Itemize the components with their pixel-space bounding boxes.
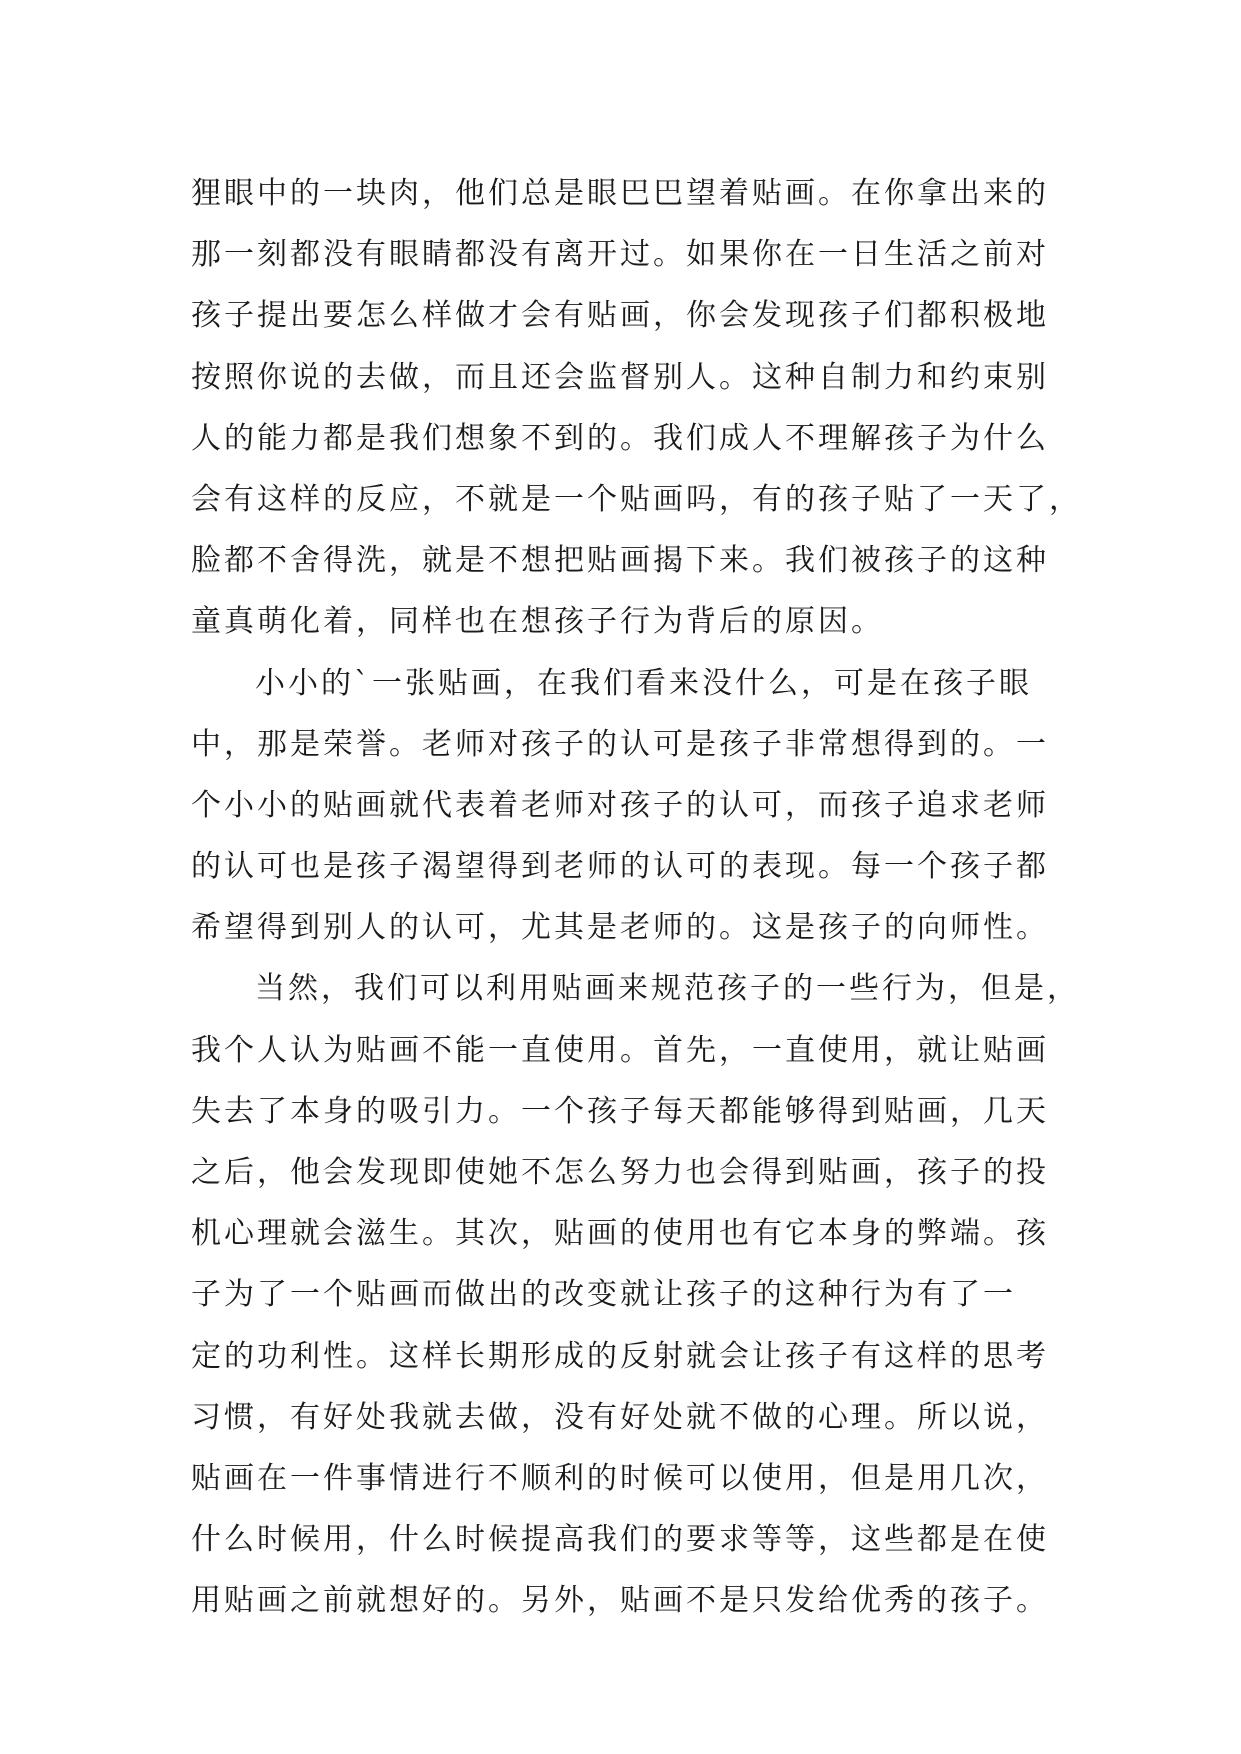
text-line: 孩子提出要怎么样做才会有贴画，你会发现孩子们都积极地	[191, 298, 1049, 334]
text-line: 用贴画之前就想好的。另外，贴画不是只发给优秀的孩子。	[191, 1583, 1049, 1619]
text-line: 子为了一个贴画而做出的改变就让孩子的这种行为有了一	[191, 1277, 1016, 1313]
text-line: 机心理就会滋生。其次，贴画的使用也有它本身的弊端。孩	[191, 1216, 1049, 1252]
text-line: 按照你说的去做，而且还会监督别人。这种自制力和约束别	[191, 359, 1049, 395]
body-text	[191, 163, 1082, 1632]
text-line: 会有这样的反应，不就是一个贴画吗，有的孩子贴了一天了，	[191, 481, 1082, 517]
text-line: 个小小的贴画就代表着老师对孩子的认可，而孩子追求老师	[191, 787, 1049, 823]
text-line: 那一刻都没有眼睛都没有离开过。如果你在一日生活之前对	[191, 237, 1049, 273]
text-line: 中，那是荣誉。老师对孩子的认可是孩子非常想得到的。一	[191, 726, 1049, 762]
text-line: 什么时候用，什么时候提高我们的要求等等，这些都是在使	[191, 1522, 1049, 1558]
text-line: 习惯，有好处我就去做，没有好处就不做的心理。所以说，	[191, 1399, 1049, 1435]
text-line: 失去了本身的吸引力。一个孩子每天都能够得到贴画，几天	[191, 1093, 1049, 1129]
text-line: 之后，他会发现即使她不怎么努力也会得到贴画，孩子的投	[191, 1155, 1049, 1190]
text-line: 童真萌化着，同样也在想孩子行为背后的原因。	[191, 604, 884, 640]
text-line: 希望得到别人的认可，尤其是老师的。这是孩子的向师性。	[191, 910, 1049, 946]
text-line: 脸都不舍得洗，就是不想把贴画揭下来。我们被孩子的这种	[191, 543, 1049, 579]
text-line: 人的能力都是我们想象不到的。我们成人不理解孩子为什么	[191, 420, 1049, 456]
text-line: 的认可也是孩子渴望得到老师的认可的表现。每一个孩子都	[191, 849, 1049, 885]
text-line: 定的功利性。这样长期形成的反射就会让孩子有这样的思考	[191, 1338, 1049, 1374]
text-line: 贴画在一件事情进行不顺利的时候可以使用，但是用几次，	[191, 1460, 1049, 1496]
text-line: 我个人认为贴画不能一直使用。首先，一直使用，就让贴画	[191, 1032, 1049, 1068]
paragraph-start-line: 小小的`一张贴画，在我们看来没什么，可是在孩子眼	[255, 665, 1032, 701]
paragraph-start-line: 当然，我们可以利用贴画来规范孩子的一些行为，但是，	[255, 971, 1080, 1007]
text-line: 狸眼中的一块肉，他们总是眼巴巴望着贴画。在你拿出来的	[191, 176, 1049, 211]
